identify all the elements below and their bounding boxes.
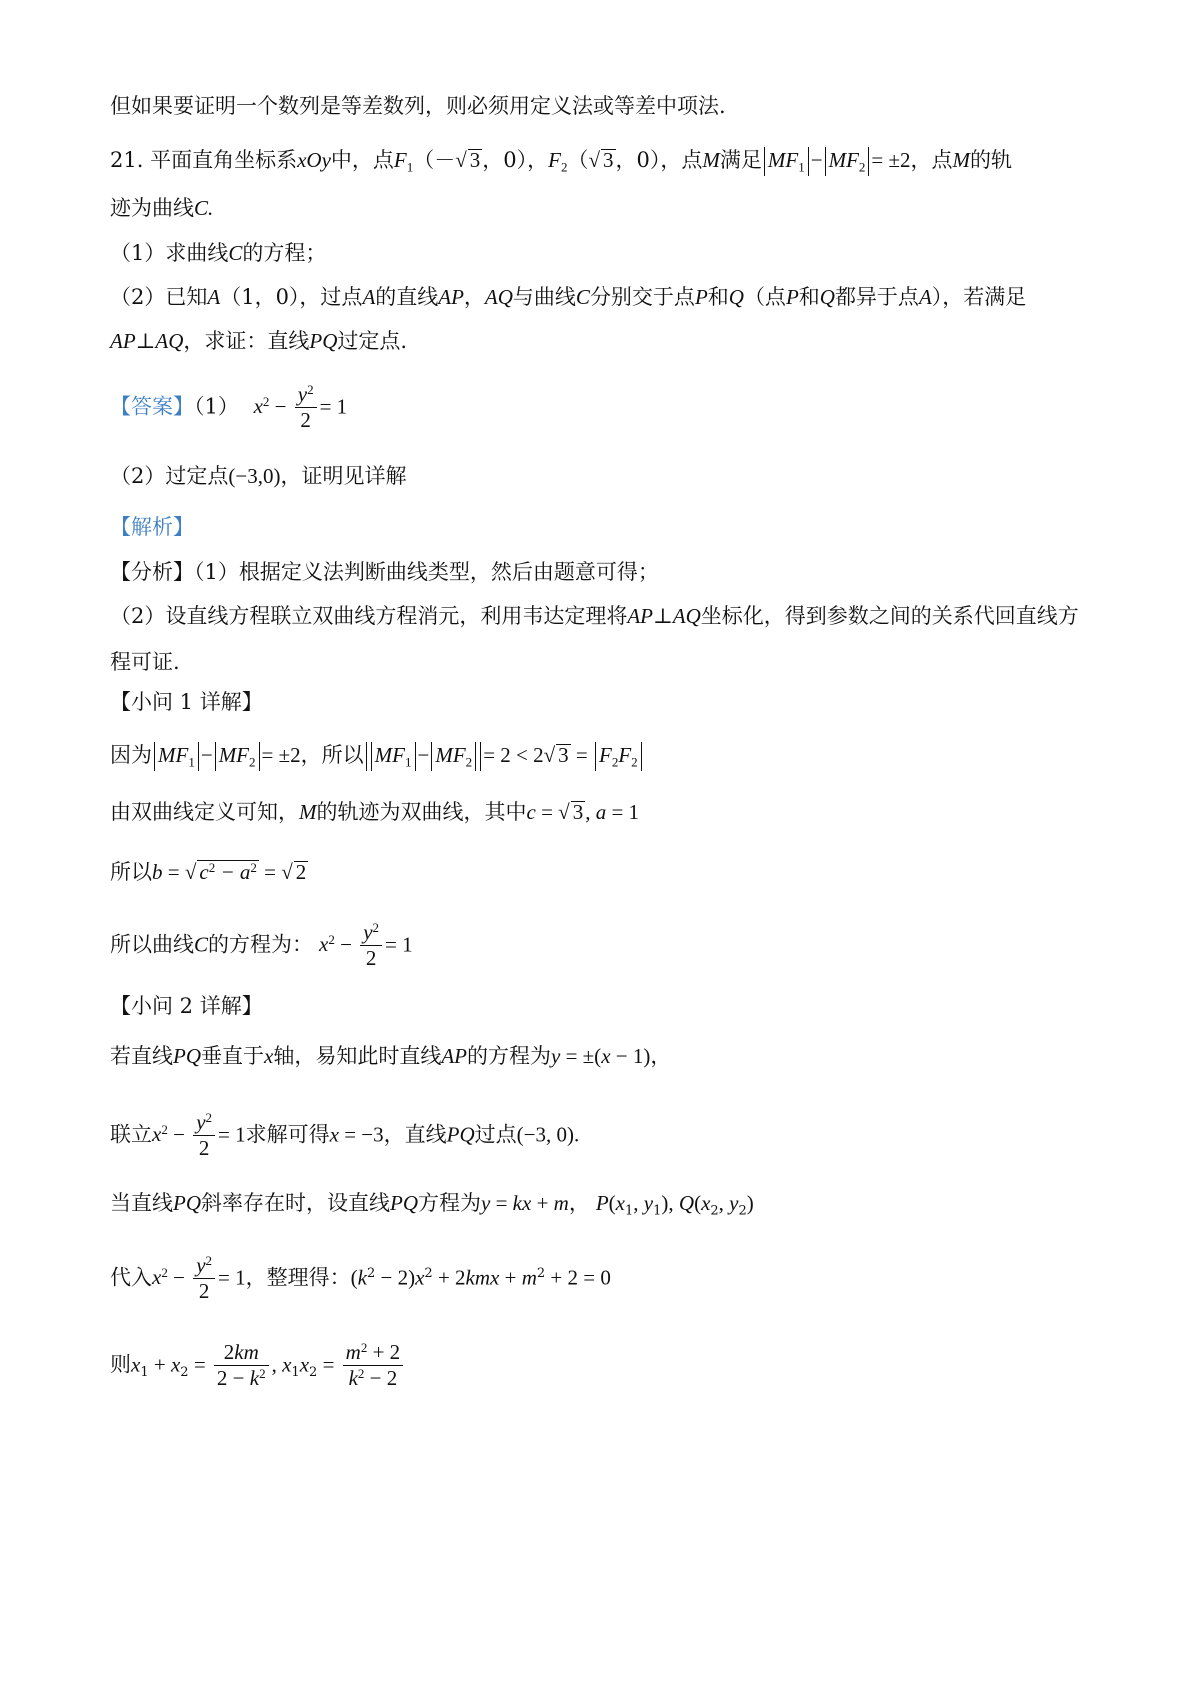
question-part-1: （1）求曲线C的方程； — [110, 241, 327, 265]
analysis-line-1: 【分析】（1）根据定义法判断曲线类型，然后由题意可得； — [110, 560, 659, 584]
q2-line-4: 代入$x^2$ − $\frac{y^2}{2}$ = 1，整理得：$(k^2 - 2)x^2 + 2kmx + m^2 + 2 = 0$ — [110, 1253, 611, 1304]
answer-tag: 【答案】 — [110, 394, 194, 419]
q1-line-2: 由双曲线定义可知，M的轨迹为双曲线，其中c = √ 3, a = 1 — [110, 800, 640, 824]
problem-21-statement: 21. 平面直角坐标系xOy中，点$F_1(-√$ 3，0），$F_2(√$ 3，0），点M满足 $MF_1 - MF_2 = \pm 2$，点M的轨 — [110, 148, 1013, 175]
q2-tag: 【小问 2 详解】 — [110, 994, 263, 1018]
q2-line-1: 若直线PQ垂直于x轴，易知此时直线AP的方程为y = ±(x − 1)， — [110, 1044, 672, 1068]
q1-line-3: 所以b = √ $c^2 - a^2$ = √ 2 — [110, 860, 307, 885]
q2-line-5: 则$x_1 + x_2$ = $\frac{2km}{2 - k^2}$ , $x_1x_2$ = $\frac{m^2 + 2}{k^2 - 2}$ — [110, 1340, 406, 1392]
question-part-2: （2）已知A（1，0），过点A的直线AP，AQ与曲线C分别交于点P和Q（点P和Q都异于点A），若满足 — [110, 285, 1027, 309]
text-line: 但如果要证明一个数列是等差数列，则必须用定义法或等差中项法. — [110, 94, 726, 118]
q1-tag: 【小问 1 详解】 — [110, 690, 263, 714]
q2-line-2: 联立$x^2$ − $\frac{y^2}{2}$ = 1求解可得x = −3，直线PQ过点(−3, 0). — [110, 1110, 580, 1161]
text-line: 迹为曲线C. — [110, 196, 214, 220]
text-line: 程可证. — [110, 650, 180, 674]
analysis-tag: 【解析】 — [110, 515, 194, 539]
answer-line-2: （2）过定点(−3,0)，证明见详解 — [110, 464, 407, 488]
q1-line-4: 所以曲线C的方程为： $x^2$ − $\frac{y^2}{2}$ = 1 — [110, 920, 413, 971]
analysis-line-2: （2）设直线方程联立双曲线方程消元，利用韦达定理将AP⊥AQ坐标化，得到参数之间的关系代回直线方 — [110, 604, 1079, 628]
answer-line-1: 【答案】（1） $x^2$ − $\frac{y^2}{2}$ = 1 — [110, 382, 348, 433]
q1-line-1: 因为 $MF_1 - MF_2 = \pm 2$，所以 $MF_1 - MF_2 = 2 < 2√$ $3 = F_2F_2$ — [110, 742, 644, 771]
text-line: AP⊥AQ，求证：直线PQ过定点. — [110, 329, 408, 353]
q2-line-3: 当直线PQ斜率存在时，设直线PQ方程为y = kx + m， $P(x_1$, $y_1$), $Q(x_2$, $y_2$) — [110, 1191, 754, 1219]
